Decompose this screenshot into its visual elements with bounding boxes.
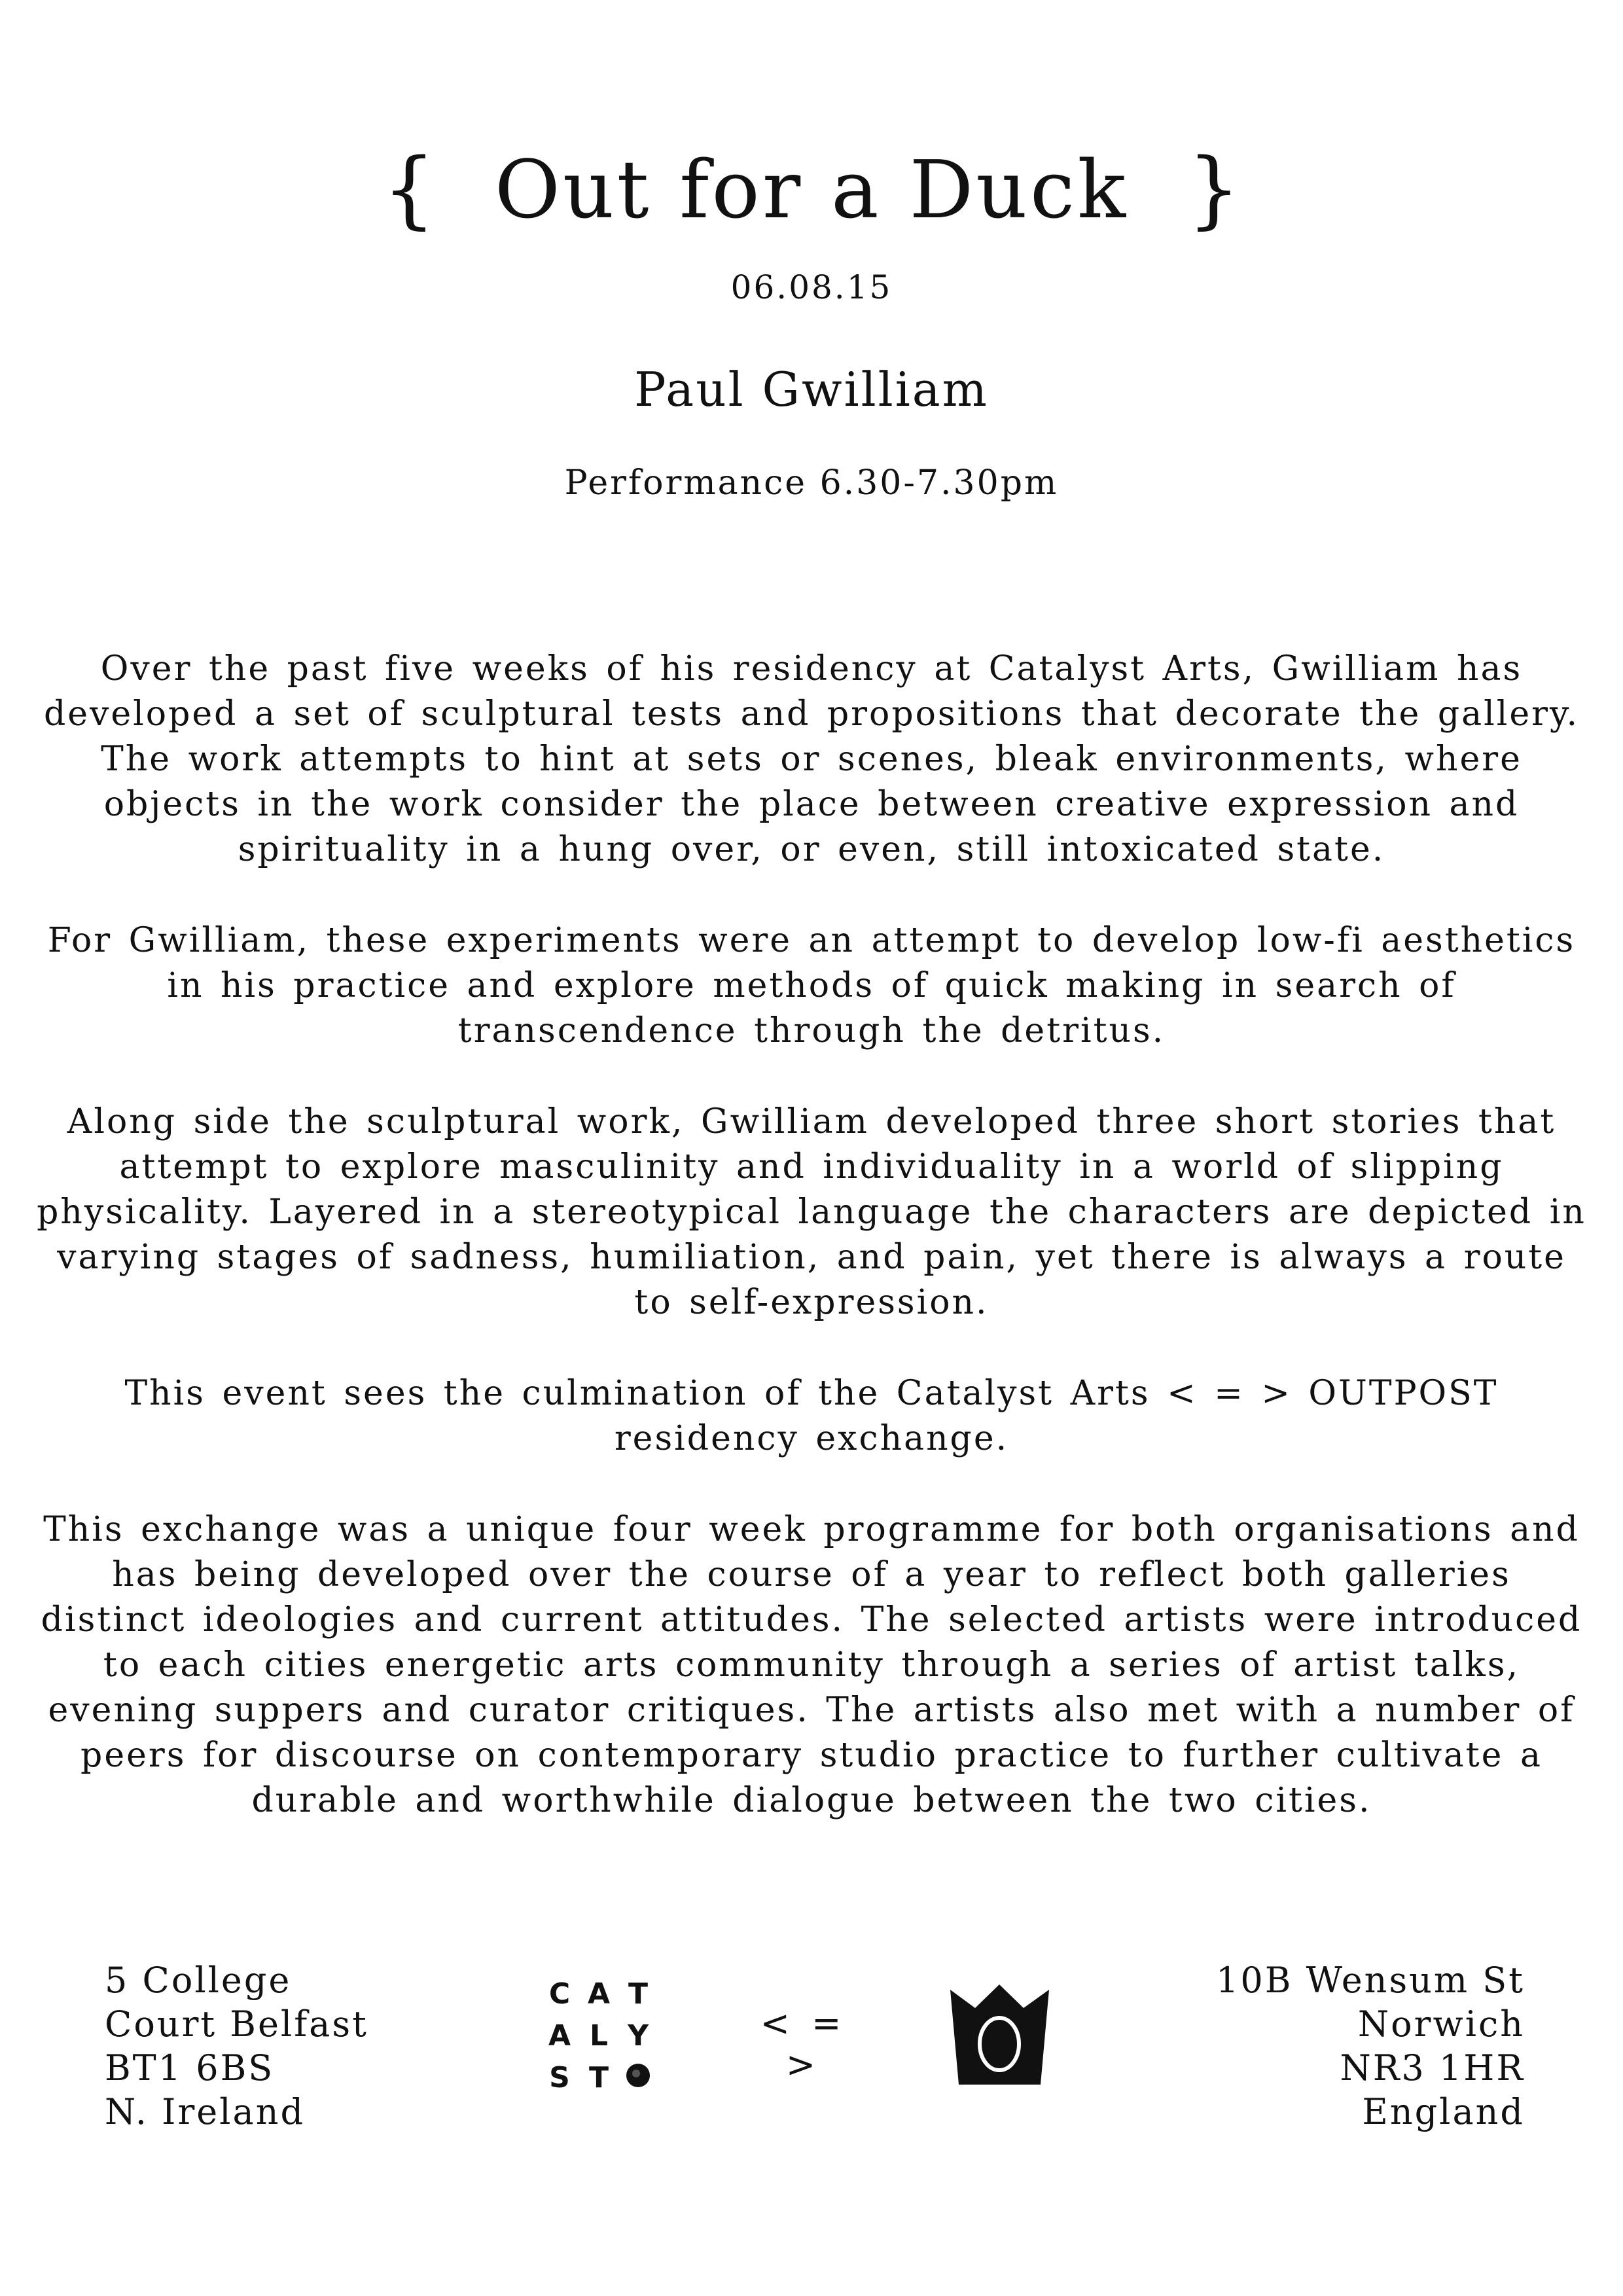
paragraph-exchange: This exchange was a unique four week programme for both organisations and has being developed over the course of a year to reflect both galleries distinct ideologies and current attitudes. The selected artists were introduced to each cities energetic arts community through a series of artist talks, evening suppers and curator critiques. The artists also met with a number of peers for discourse on contemporary studio practice to further cultivate a durable and worthwhile dialogue between the two cities. [41, 1510, 1582, 1820]
address-line: N. Ireland [105, 2091, 306, 2132]
title-brace-close: } [1187, 141, 1241, 238]
norwich-address [1216, 1958, 1525, 2134]
paragraph-event: This event sees the culmination of the Catalyst Arts < = > OUTPOST residency exchange. [124, 1374, 1499, 1458]
logo-letter: C [548, 1977, 571, 2011]
belfast-address [105, 1958, 368, 2134]
address-line: Norwich [1357, 2003, 1525, 2045]
catalyst-arts-logo [546, 1973, 661, 2099]
logo-letter: Y [628, 2019, 649, 2053]
exchange-symbol: < = > [760, 2003, 847, 2085]
address-line: BT1 6BS [105, 2047, 275, 2089]
artist-name: Paul Gwilliam [634, 362, 989, 417]
outpost-logo [942, 1977, 1057, 2091]
address-line: NR3 1HR [1340, 2047, 1525, 2089]
logo-letter: A [548, 2019, 571, 2053]
paragraph-short-stories: Along side the sculptural work, Gwilliam developed three short stories that attempt to explore masculinity and individuality in a world of slipping physicality. Layered in a stereotypical language the characters are depicted in varying stages of sadness, humiliation, and pain, yet there is always a route to self-expression. [37, 1102, 1586, 1322]
address-line: England [1362, 2091, 1525, 2132]
crown-o-icon [942, 1977, 1057, 2091]
page-title: Out for a Duck [494, 143, 1129, 236]
logo-row [546, 2057, 651, 2099]
body-text [33, 647, 1590, 1869]
circle-dot-icon [625, 2057, 651, 2099]
paragraph-experiments: For Gwilliam, these experiments were an attempt to develop low-fi aesthetics in his practice and explore methods of quick making in search of transcendence through the detritus. [47, 921, 1576, 1050]
logo-letter: A [587, 1977, 611, 2011]
title-brace-open: { [382, 141, 436, 238]
logo-row [546, 2015, 651, 2057]
logo-letter: T [588, 2061, 609, 2094]
logo-letter: T [628, 1977, 648, 2011]
address-line: 5 College [105, 1960, 292, 2001]
paragraph-residency: Over the past five weeks of his residency at Catalyst Arts, Gwilliam has developed a set of sculptural tests and propositions that decorate the gallery. The work attempts to hint at sets or scenes, bleak environments, where objects in the work consider the place between creative expression and spirituality in a hung over, or even, still intoxicated state. [43, 649, 1580, 869]
address-line: 10B Wensum St [1216, 1960, 1525, 2001]
performance-time: Performance 6.30-7.30pm [564, 463, 1059, 503]
address-line: Court Belfast [105, 2003, 368, 2045]
logo-letter: L [589, 2019, 609, 2053]
logo-row [546, 1973, 651, 2015]
logo-letter: S [549, 2061, 570, 2094]
event-date: 06.08.15 [730, 268, 893, 306]
title-row [0, 134, 1623, 245]
